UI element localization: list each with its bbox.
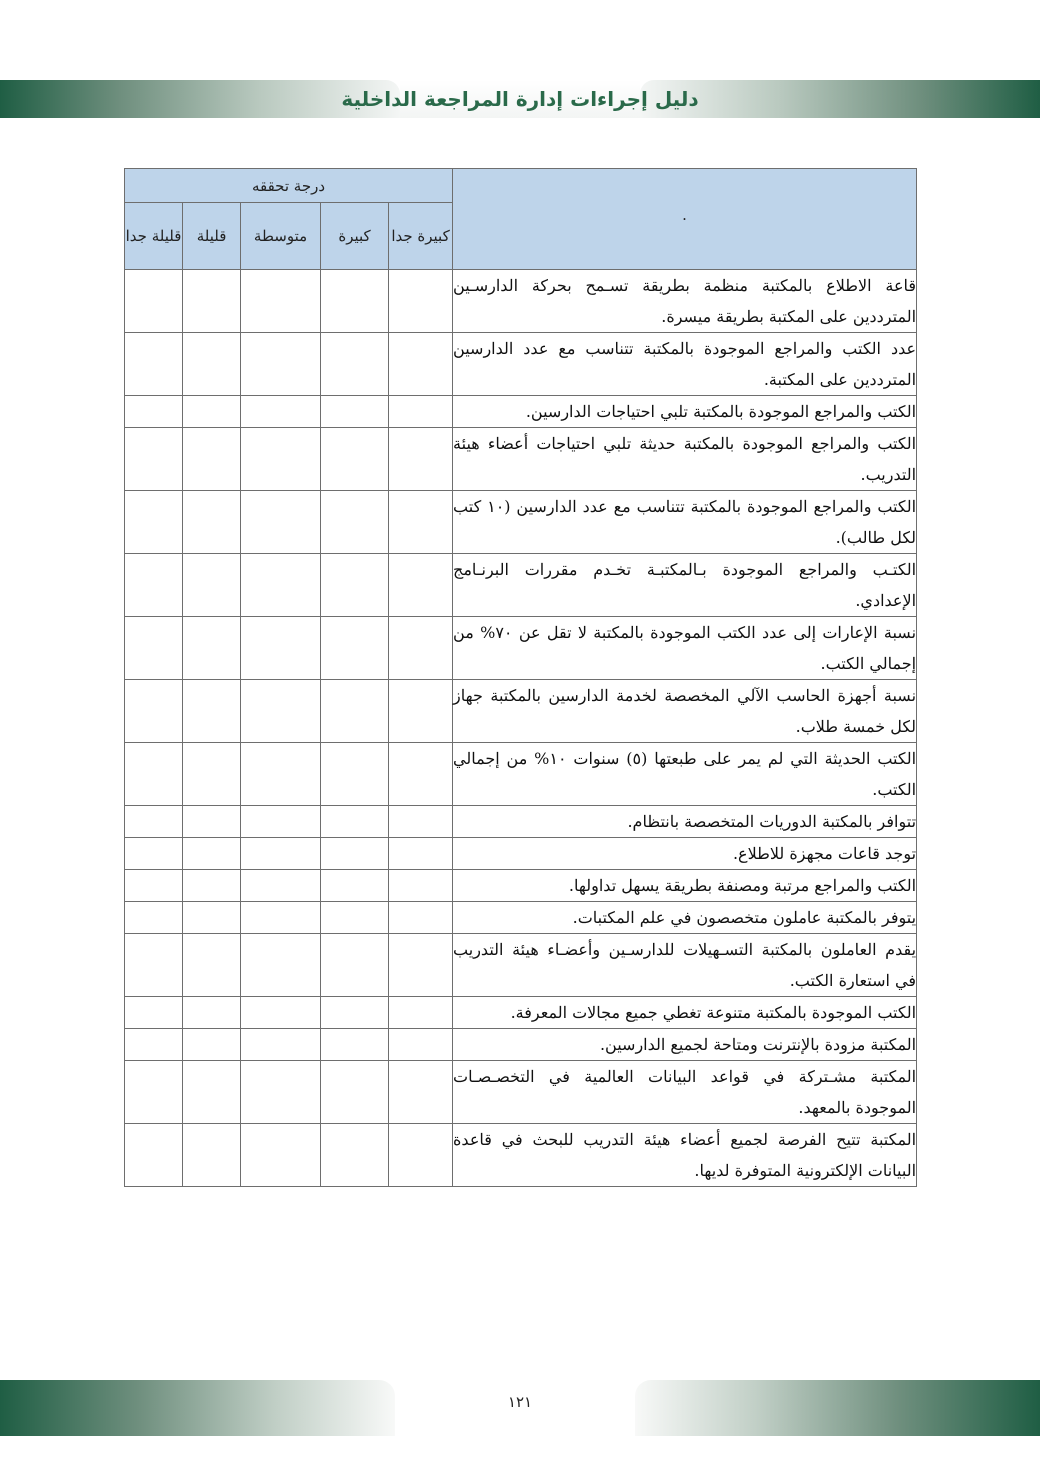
rating-cell[interactable] xyxy=(125,997,183,1029)
rating-cell[interactable] xyxy=(241,1061,321,1124)
rating-cell[interactable] xyxy=(389,743,453,806)
rating-cell[interactable] xyxy=(389,617,453,680)
rating-cell[interactable] xyxy=(321,934,389,997)
statement-cell: يقدم العاملون بالمكتبة التسـهيلات للدارسـين وأعضـاء هيئة التدريب في استعارة الكتب. xyxy=(453,934,917,997)
rating-cell[interactable] xyxy=(321,1061,389,1124)
rating-cell[interactable] xyxy=(321,617,389,680)
rating-cell[interactable] xyxy=(183,680,241,743)
rating-cell[interactable] xyxy=(125,428,183,491)
rating-cell[interactable] xyxy=(389,1124,453,1187)
rating-cell[interactable] xyxy=(241,1029,321,1061)
statement-cell: الكتب والمراجع الموجودة بالمكتبة تتناسب مع عدد الدارسين (١٠ كتب لكل طالب). xyxy=(453,491,917,554)
rating-cell[interactable] xyxy=(241,902,321,934)
table-row xyxy=(125,1124,917,1187)
rating-column-header: قليلة جدا xyxy=(125,203,183,270)
rating-cell[interactable] xyxy=(321,270,389,333)
page-number: ١٢١ xyxy=(507,1393,533,1411)
rating-cell[interactable] xyxy=(125,838,183,870)
rating-cell[interactable] xyxy=(125,1029,183,1061)
rating-cell[interactable] xyxy=(125,902,183,934)
rating-cell[interactable] xyxy=(241,270,321,333)
rating-cell[interactable] xyxy=(183,934,241,997)
document-title: دليل إجراءات إدارة المراجعة الداخلية xyxy=(341,87,699,111)
table-row xyxy=(125,554,917,617)
rating-cell[interactable] xyxy=(241,934,321,997)
rating-cell[interactable] xyxy=(389,1061,453,1124)
statement-column-header: · xyxy=(453,169,917,270)
rating-cell[interactable] xyxy=(125,333,183,396)
rating-cell[interactable] xyxy=(125,1124,183,1187)
statement-cell: نسبة أجهزة الحاسب الآلي المخصصة لخدمة الدارسين بالمكتبة جهاز لكل خمسة طلاب. xyxy=(453,680,917,743)
rating-cell[interactable] xyxy=(125,554,183,617)
rating-cell[interactable] xyxy=(321,428,389,491)
rating-cell[interactable] xyxy=(321,491,389,554)
table-row xyxy=(125,838,917,870)
rating-cell[interactable] xyxy=(125,934,183,997)
rating-cell[interactable] xyxy=(183,554,241,617)
rating-cell[interactable] xyxy=(241,838,321,870)
table-row xyxy=(125,617,917,680)
table-row xyxy=(125,870,917,902)
rating-cell[interactable] xyxy=(389,333,453,396)
rating-cell[interactable] xyxy=(125,806,183,838)
rating-cell[interactable] xyxy=(241,617,321,680)
rating-cell[interactable] xyxy=(241,997,321,1029)
rating-cell[interactable] xyxy=(183,1124,241,1187)
table-row xyxy=(125,333,917,396)
rating-cell[interactable] xyxy=(321,1029,389,1061)
statement-cell: توجد قاعات مجهزة للاطلاع. xyxy=(453,838,917,870)
rating-cell[interactable] xyxy=(183,838,241,870)
rating-cell[interactable] xyxy=(389,554,453,617)
rating-cell[interactable] xyxy=(389,902,453,934)
rating-cell[interactable] xyxy=(183,396,241,428)
rating-cell[interactable] xyxy=(241,396,321,428)
rating-cell[interactable] xyxy=(321,870,389,902)
statement-cell: الكتـب والمراجع الموجودة بـالمكتبـة تخـدم مقررات البرنـامج الإعدادي. xyxy=(453,554,917,617)
rating-cell[interactable] xyxy=(321,554,389,617)
statement-cell: الكتب والمراجع الموجودة بالمكتبة حديثة تلبي احتياجات أعضاء هيئة التدريب. xyxy=(453,428,917,491)
statement-cell: الكتب والمراجع الموجودة بالمكتبة تلبي احتياجات الدارسين. xyxy=(453,396,917,428)
rating-cell[interactable] xyxy=(321,806,389,838)
rating-column-header: قليلة xyxy=(183,203,241,270)
library-evaluation-table xyxy=(124,168,917,1187)
rating-cell[interactable] xyxy=(183,491,241,554)
table-row xyxy=(125,806,917,838)
rating-cell[interactable] xyxy=(321,680,389,743)
rating-cell[interactable] xyxy=(125,617,183,680)
statement-cell: الكتب الموجودة بالمكتبة متنوعة تغطي جميع مجالات المعرفة. xyxy=(453,997,917,1029)
rating-cell[interactable] xyxy=(389,870,453,902)
rating-group-header: درجة تحققه xyxy=(125,169,453,203)
statement-cell: قاعة الاطلاع بالمكتبة منظمة بطريقة تسـمح بحركة الدارسـين المترددين على المكتبة بطريقة ميسرة. xyxy=(453,270,917,333)
statement-cell: المكتبة مزودة بالإنترنت ومتاحة لجميع الدارسين. xyxy=(453,1029,917,1061)
rating-cell[interactable] xyxy=(183,806,241,838)
rating-cell[interactable] xyxy=(321,902,389,934)
rating-cell[interactable] xyxy=(389,491,453,554)
rating-cell[interactable] xyxy=(125,491,183,554)
rating-cell[interactable] xyxy=(321,1124,389,1187)
rating-cell[interactable] xyxy=(183,617,241,680)
statement-cell: الكتب الحديثة التي لم يمر على طبعتها (٥) سنوات ١٠% من إجمالي الكتب. xyxy=(453,743,917,806)
rating-cell[interactable] xyxy=(241,333,321,396)
statement-cell: يتوفر بالمكتبة عاملون متخصصون في علم المكتبات. xyxy=(453,902,917,934)
statement-cell: المكتبة مشـتركة في قواعد البيانات العالمية في التخصـصـات الموجودة بالمعهد. xyxy=(453,1061,917,1124)
table-row xyxy=(125,491,917,554)
rating-cell[interactable] xyxy=(183,1061,241,1124)
table-row xyxy=(125,1029,917,1061)
rating-column-header: متوسطة xyxy=(241,203,321,270)
rating-cell[interactable] xyxy=(183,428,241,491)
rating-cell[interactable] xyxy=(321,396,389,428)
rating-cell[interactable] xyxy=(125,270,183,333)
table-row xyxy=(125,743,917,806)
rating-cell[interactable] xyxy=(389,838,453,870)
rating-cell[interactable] xyxy=(183,1029,241,1061)
table-row xyxy=(125,428,917,491)
rating-cell[interactable] xyxy=(183,270,241,333)
table-row xyxy=(125,934,917,997)
rating-cell[interactable] xyxy=(321,743,389,806)
statement-cell: نسبة الإعارات إلى عدد الكتب الموجودة بالمكتبة لا تقل عن ٧٠% من إجمالي الكتب. xyxy=(453,617,917,680)
rating-cell[interactable] xyxy=(389,1029,453,1061)
rating-cell[interactable] xyxy=(389,806,453,838)
table-row xyxy=(125,902,917,934)
rating-cell[interactable] xyxy=(125,1061,183,1124)
rating-cell[interactable] xyxy=(241,1124,321,1187)
rating-cell[interactable] xyxy=(321,333,389,396)
rating-cell[interactable] xyxy=(389,997,453,1029)
rating-cell[interactable] xyxy=(183,870,241,902)
rating-cell[interactable] xyxy=(183,333,241,396)
rating-cell[interactable] xyxy=(125,870,183,902)
rating-cell[interactable] xyxy=(125,743,183,806)
rating-cell[interactable] xyxy=(125,396,183,428)
statement-cell: الكتب والمراجع مرتبة ومصنفة بطريقة يسهل تداولها. xyxy=(453,870,917,902)
rating-cell[interactable] xyxy=(321,997,389,1029)
rating-cell[interactable] xyxy=(241,491,321,554)
rating-cell[interactable] xyxy=(241,554,321,617)
statement-cell: المكتبة تتيح الفرصة لجميع أعضاء هيئة التدريب للبحث في قاعدة البيانات الإلكترونية المتوفرة لديها. xyxy=(453,1124,917,1187)
statement-cell: عدد الكتب والمراجع الموجودة بالمكتبة تتناسب مع عدد الدارسين المترددين على المكتبة. xyxy=(453,333,917,396)
rating-cell[interactable] xyxy=(183,902,241,934)
rating-cell[interactable] xyxy=(389,428,453,491)
rating-cell[interactable] xyxy=(183,997,241,1029)
rating-cell[interactable] xyxy=(389,934,453,997)
rating-cell[interactable] xyxy=(125,680,183,743)
rating-cell[interactable] xyxy=(389,270,453,333)
table-row xyxy=(125,270,917,333)
rating-column-header: كبيرة xyxy=(321,203,389,270)
table-row xyxy=(125,1061,917,1124)
table-row xyxy=(125,680,917,743)
table-row xyxy=(125,396,917,428)
rating-cell[interactable] xyxy=(241,743,321,806)
rating-cell[interactable] xyxy=(183,743,241,806)
rating-cell[interactable] xyxy=(241,870,321,902)
table-row xyxy=(125,997,917,1029)
rating-cell[interactable] xyxy=(321,838,389,870)
rating-cell[interactable] xyxy=(389,396,453,428)
statement-cell: تتوافر بالمكتبة الدوريات المتخصصة بانتظام. xyxy=(453,806,917,838)
rating-cell[interactable] xyxy=(241,806,321,838)
rating-cell[interactable] xyxy=(241,680,321,743)
rating-cell[interactable] xyxy=(389,680,453,743)
rating-column-header: كبيرة جدا xyxy=(389,203,453,270)
rating-cell[interactable] xyxy=(241,428,321,491)
